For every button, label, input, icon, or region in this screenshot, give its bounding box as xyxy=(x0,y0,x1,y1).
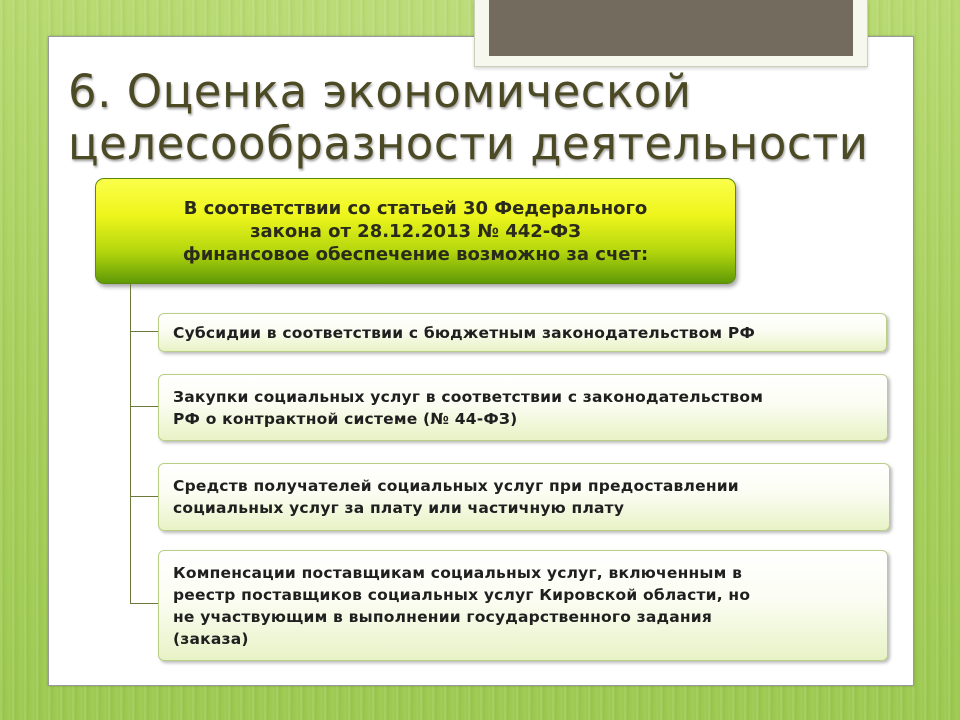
funding-item-text: Закупки социальных услуг в соответствии с законодательством РФ о контрактной системе (№ 44-ФЗ) xyxy=(173,387,764,428)
connector-branch-2 xyxy=(130,406,158,407)
slide-title: 6. Оценка экономической целесообразности деятельности xyxy=(68,65,869,170)
funding-item-compensation xyxy=(158,550,888,661)
funding-item-text: Субсидии в соответствии с бюджетным законодательством РФ xyxy=(173,323,756,342)
funding-sources-header-text: В соответствии со статьей 30 Федерального закона от 28.12.2013 № 442-ФЗ финансовое обеспечение возможно за счет: xyxy=(182,197,649,265)
connector-branch-3 xyxy=(130,496,158,497)
connector-branch-1 xyxy=(130,331,158,332)
funding-item-recipient-payments xyxy=(158,463,890,531)
decorative-tab xyxy=(474,0,868,67)
funding-item-text: Средств получателей социальных услуг при предоставлении социальных услуг за плату или частичную плату xyxy=(173,477,739,517)
decorative-tab-fill xyxy=(489,0,853,56)
funding-item-text: Компенсации поставщикам социальных услуг, включенным в реестр поставщиков социальных услуг Кировской области, но не участвующим в выполнении государственного задания (заказа) xyxy=(173,563,751,648)
funding-sources-header-box xyxy=(95,178,736,284)
funding-item-subsidies xyxy=(158,313,887,352)
connector-branch-4 xyxy=(130,603,158,604)
funding-item-procurement xyxy=(158,374,888,441)
